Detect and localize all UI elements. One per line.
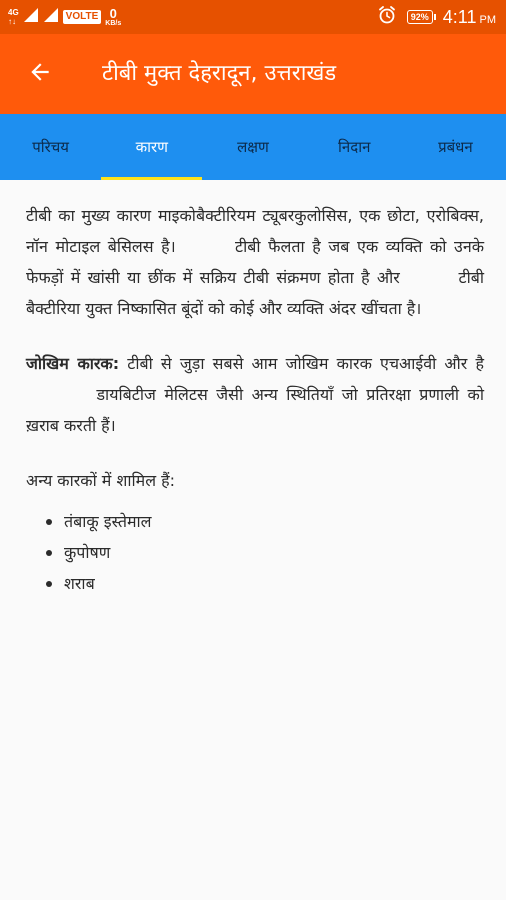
arrow-back-icon: [27, 59, 53, 89]
list-item: कुपोषण: [64, 537, 484, 568]
network-type-indicator: [8, 8, 19, 26]
network-speed-unit: KB/s: [105, 20, 122, 27]
list-item: तंबाकू इस्तेमाल: [64, 506, 484, 537]
network-activity-label: ↑↓: [8, 17, 16, 26]
tab-introduction[interactable]: [0, 114, 101, 180]
cause-text-3: टीबी बैक्टीरिया युक्त निष्कासित बूंदों को कोई और व्यक्ति अंदर खींचता है।: [26, 268, 484, 318]
alarm-clock-icon: [377, 5, 397, 29]
factor-list: [26, 506, 484, 599]
tab-label: परिचय: [32, 138, 69, 156]
clock-time: 4:11: [442, 6, 477, 27]
other-factors-intro: अन्य कारकों में शामिल हैं:: [26, 471, 176, 490]
tab-symptoms[interactable]: [202, 114, 303, 180]
tab-bar: [0, 114, 506, 180]
list-item: शराब: [64, 568, 484, 599]
signal-strength-icon: [23, 7, 39, 27]
cause-text-1: टीबी का मुख्य कारण माइकोबैक्टीरियम ट्यूबरकुलोसिस, एक छोटा, एरोबिक्स, नॉन मोटाइल बेसिलस है।: [26, 206, 484, 256]
cause-paragraph: [26, 200, 484, 324]
risk-factor-paragraph: [26, 348, 484, 441]
tab-diagnosis[interactable]: [304, 114, 405, 180]
status-right-group: [377, 4, 496, 30]
app-bar: [0, 34, 506, 114]
clock: [443, 7, 496, 28]
content-body: [26, 200, 484, 599]
risk-factor-label: जोखिम कारक:: [26, 354, 120, 373]
network-speed: [105, 7, 121, 27]
tab-label: लक्षण: [237, 138, 269, 156]
tab-causes[interactable]: [101, 114, 202, 180]
signal-strength-2-icon: [43, 7, 59, 27]
network-speed-value: 0: [109, 6, 117, 21]
status-left-group: [8, 4, 121, 30]
tab-label: कारण: [135, 138, 168, 156]
tab-label: प्रबंधन: [438, 138, 473, 156]
battery-icon: 92%: [407, 10, 433, 24]
volte-badge: VOLTE: [63, 10, 102, 24]
tab-label: निदान: [338, 138, 371, 156]
clock-ampm: PM: [479, 13, 496, 26]
risk-text-2: डायबिटीज मेलिटस जैसी अन्य स्थितियाँ जो प्रतिरक्षा प्रणाली को ख़राब करती हैं।: [26, 385, 484, 435]
cause-text-2: टीबी फैलता है जब एक व्यक्ति को उनके फेफड़ों में खांसी या छींक में सक्रिय टीबी संक्रमण होता है और: [26, 237, 484, 287]
page-title: टीबी मुक्त देहरादून, उत्तराखंड: [102, 61, 337, 86]
network-4g-label: 4G: [8, 8, 19, 17]
tab-management[interactable]: [405, 114, 506, 180]
back-button[interactable]: [18, 52, 62, 96]
status-bar: [0, 0, 506, 34]
risk-text-1: टीबी से जुड़ा सबसे आम जोखिम कारक एचआईवी और है: [127, 354, 484, 373]
